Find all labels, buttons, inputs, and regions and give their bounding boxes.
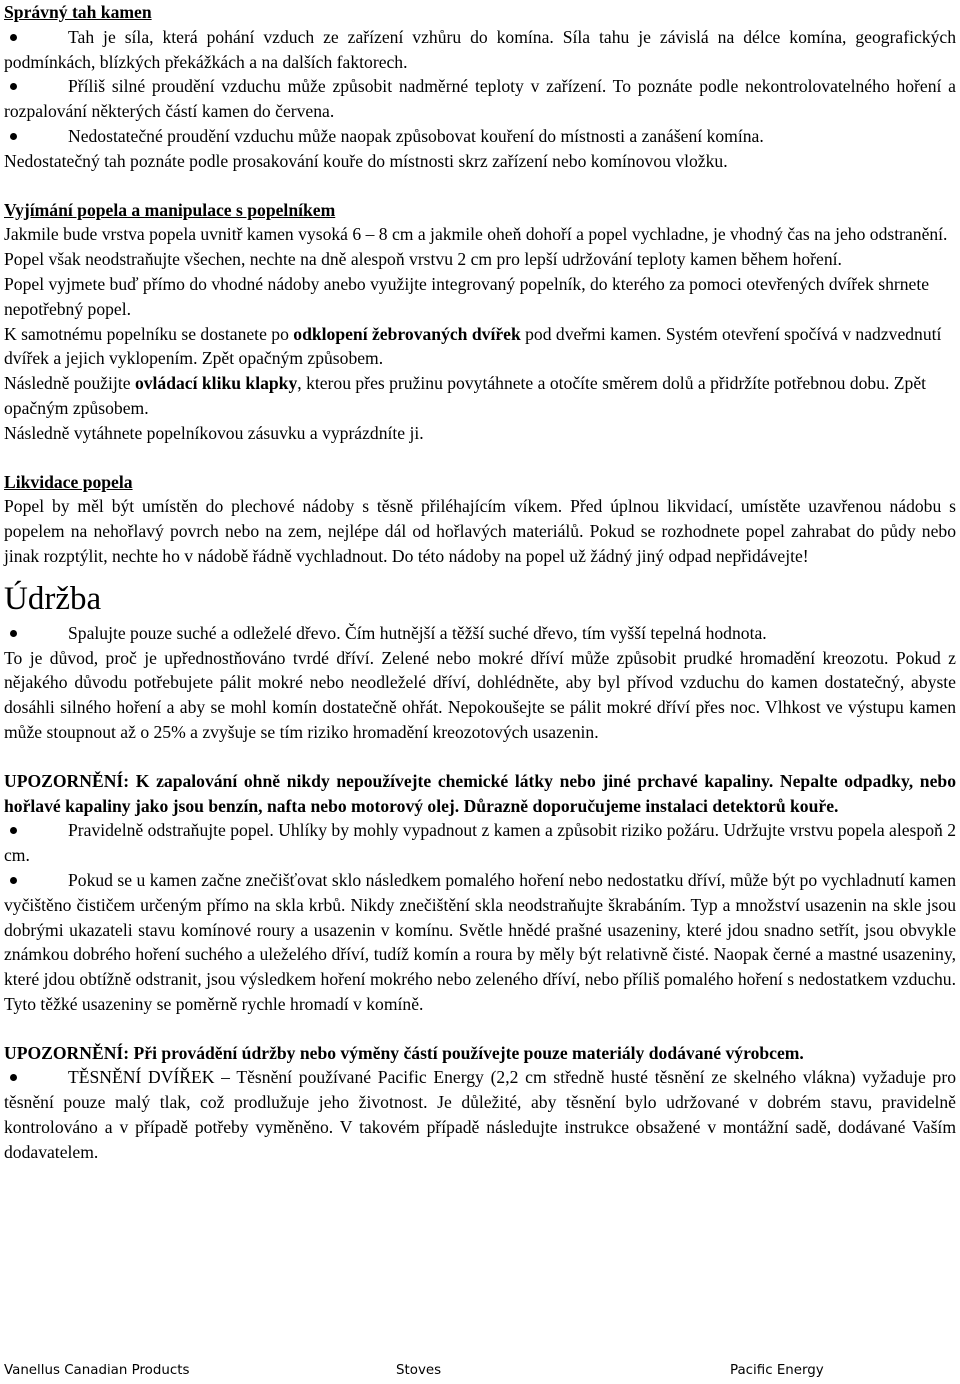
paragraph: Následně vytáhnete popelníkovou zásuvku a vyprázdníte ji.: [4, 422, 424, 443]
warning-text: UPOZORNĚNÍ: Při provádění údržby nebo výměny částí používejte pouze materiály dodávané výrobcem.: [4, 1042, 804, 1063]
footer-center: Stoves: [396, 1363, 442, 1378]
footer-left: Vanellus Canadian Products: [4, 1363, 190, 1378]
list-item: Spalujte pouze suché a odleželé dřevo. Čím hutnější a těžší suché dřevo, tím vyšší tepelná hodnota.: [4, 621, 956, 646]
list-item: Pravidelně odstraňujte popel. Uhlíky by mohly vypadnout z kamen a způsobit riziko požáru. Udržujte vrstvu popela alespoň 2 cm.: [4, 818, 956, 868]
spacer: [4, 446, 956, 470]
text-run: , kterou přes pružinu povytáhnete a otočíte směrem dolů a přidržíte potřebnou dobu. Zpět opačným způsobem.: [4, 373, 927, 418]
paragraph: [4, 322, 956, 372]
heading-ash-removal: Vyjímání popela a manipulace s popelníkem: [4, 199, 336, 220]
paragraph: To je důvod, proč je upřednostňováno tvrdé dříví. Zelené nebo mokré dříví může způsobit prudké hromadění kreozotu. Pokud z nějakého důvodu potřebujete pálit mokré nebo neodleželé dříví, dohlédněte, aby byl přívod vzduchu do kamen dostatečný, abyste dosáhli silného hoření a aby se mohl komín dostatečně ohřát. Nepokoušejte se pálit mokré dříví přes noc. Vlhkost ve výstupu kamen může stoupnout až o 25% a zvyšuje se tím riziko hromadění kreozotových usazenin.: [4, 647, 956, 742]
list-item: Nedostatečné proudění vzduchu může naopak způsobovat kouření do místnosti a zanášení komína.: [4, 124, 956, 149]
heading-maintenance: Údržba: [4, 580, 102, 617]
list-item: Pokud se u kamen začne znečišťovat sklo následkem pomalého hoření nebo nedostatku dříví, může být po vychladnutí kamen vyčištěno čističem určeným přímo na skla krbů. Nikdy znečištění skla neodstraňujte škrabáním. Typ a množství usazenin na skle jsou dobrými ukazateli stavu komínové roury a usazenin v komínu. Světle hnědé prašné usazeniny, které jdou snadno setřít, jsou obvykle známkou dobrého hoření suchého a uleželého dříví, tudíž komín a roura by měly být relativně čisté. Naopak černé a mastné usazeniny, které jdou obtížně odstranit, jsou výsledkem hoření mokrého nebo zeleného dříví, nebo příliš pomalého hoření s nedostatkem vzduchu. Tyto těžké usazeniny se poměrně rychle hromadí v komíně.: [4, 868, 956, 1017]
paragraph: [4, 371, 956, 421]
list-item: Příliš silné proudění vzduchu může způsobit nadměrné teploty v zařízení. To poznáte podle nekontrolovatelného hoření a rozpalování některých částí kamen do červena.: [4, 74, 956, 124]
warning-text: UPOZORNĚNÍ: K zapalování ohně nikdy nepoužívejte chemické látky nebo jiné prchavé kapaliny. Nepalte odpadky, nebo hořlavé kapaliny jako jsou benzín, nafta nebo motorový olej. Důrazně doporučujeme instalaci detektorů kouře.: [4, 770, 956, 816]
page-footer: [4, 1360, 956, 1382]
text-run: pod dveřmi kamen. Systém otevření spočívá v nadzvednutí dvířek a jejich vyklopením. Zpět opačným způsobem.: [4, 323, 942, 369]
paragraph: Popel by měl být umístěn do plechové nádoby s těsně přiléhajícím víkem. Před úplnou likvidací, umístěte uzavřenou nádobu s popelem na nehořlavý povrch nebo na zem, nejlépe dál od hořlavých materiálů. Pokud se rozhodnete popel zahrabat do půdy nebo jinak rozptýlit, nechte ho v nádobě řádně vychladnout. Do této nádoby na popel už žádný jiný odpad nepřidávejte!: [4, 496, 956, 566]
paragraph: Jakmile bude vrstva popela uvnitř kamen vysoká 6 – 8 cm a jakmile oheň dohoří a popel vychladne, je vhodný čas na jeho odstranění. Popel však neodstraňujte všechen, nechte na dně alespoň vrstvu 2 cm pro lepší udržování teploty kamen během hoření.: [4, 224, 948, 270]
bold-text: ovládací kliku klapky: [134, 373, 298, 394]
spacer: [4, 174, 956, 198]
list-item: TĚSNĚNÍ DVÍŘEK – Těsnění používané Pacific Energy (2,2 cm středně husté těsnění ze skelného vlákna) vyžaduje pro těsnění pouze malý tlak, což prodlužuje jeho životnost. Je důležité, aby těsnění bylo udržované v dobrém stavu, pravidelně kontrolováno a v případě potřeby vyměněno. V takovém případě následujte instrukce obsažené v montážní sadě, dodávané Vaším dodavatelem.: [4, 1065, 956, 1164]
heading-ash-disposal: Likvidace popela: [4, 471, 133, 492]
heading-draft: Správný tah kamen: [4, 2, 152, 22]
list-item: Tah je síla, která pohání vzduch ze zařízení vzhůru do komína. Síla tahu je závislá na délce komína, geografických podmínkách, blízkých překážkách a na dalších faktorech.: [4, 25, 956, 75]
footer-right: Pacific Energy: [730, 1363, 824, 1378]
spacer: [4, 1017, 956, 1041]
text-run: Následně použijte: [4, 373, 135, 394]
bold-text: odklopení žebrovaných dvířek: [293, 323, 521, 344]
text-run: K samotnému popelníku se dostanete po: [4, 323, 294, 344]
spacer: [4, 745, 956, 769]
paragraph: Popel vyjmete buď přímo do vhodné nádoby anebo využijte integrovaný popelník, do kterého za pomoci otevřených dvířek shrnete nepotřebný popel.: [4, 273, 930, 319]
document-page: [4, 0, 956, 1165]
paragraph: Nedostatečný tah poznáte podle prosakování kouře do místnosti skrz zařízení nebo komínovou vložku.: [4, 150, 728, 171]
